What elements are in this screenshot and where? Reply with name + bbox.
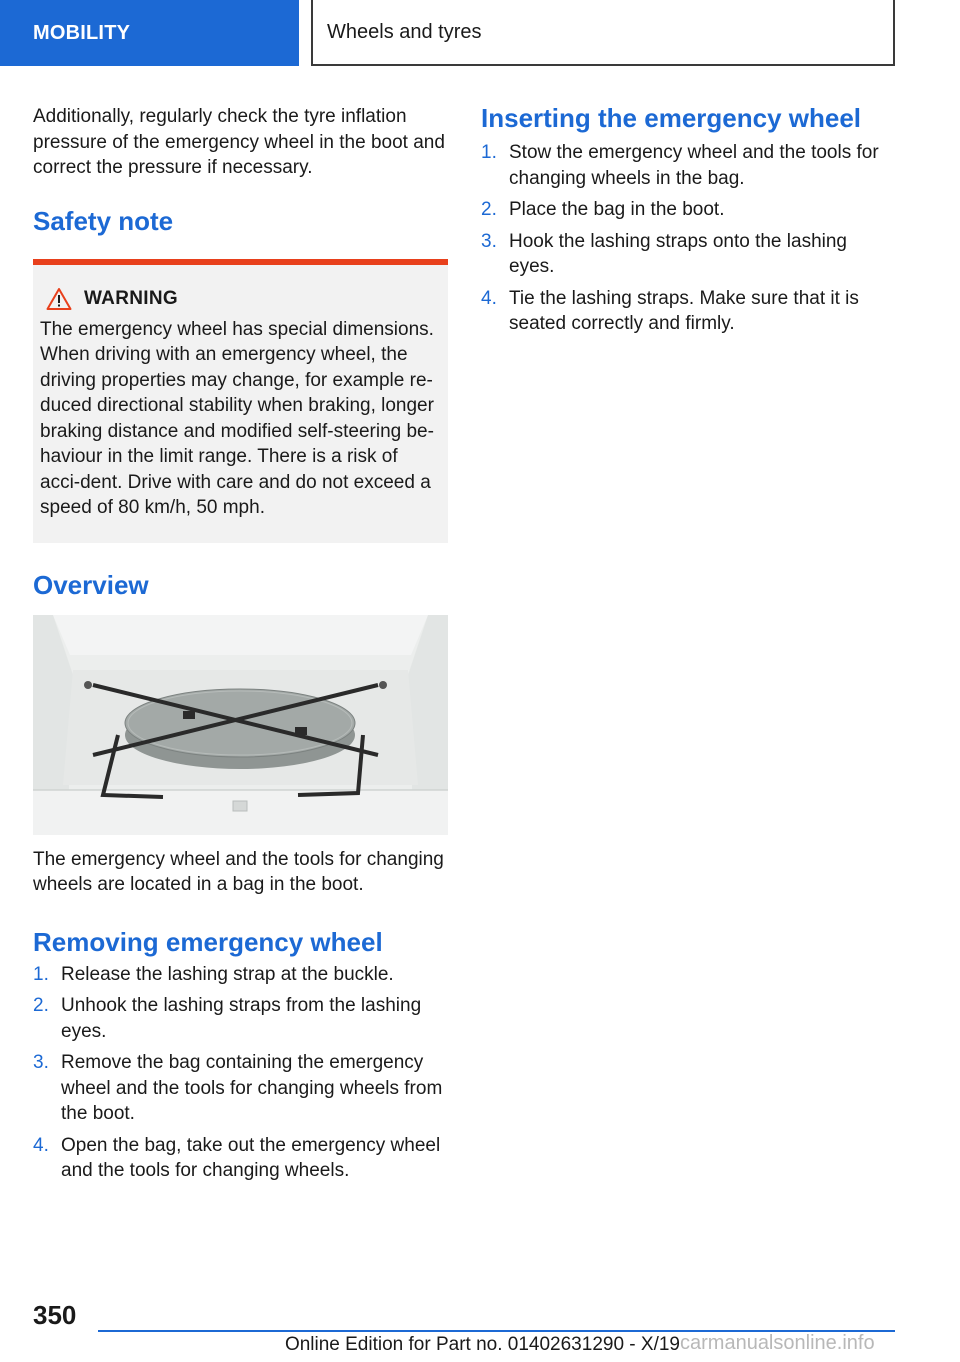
step-text: Stow the emergency wheel and the tools for changing wheels in the bag. [509, 142, 879, 189]
inserting-heading: Inserting the emergency wheel [481, 103, 862, 133]
step-number: 2. [33, 995, 49, 1016]
step-text: Tie the lashing straps. Make sure that it is seated correctly and firmly. [509, 287, 859, 334]
step-text: Open the bag, take out the emergency wheel and the tools for changing wheels. [61, 1134, 441, 1181]
list-item [481, 286, 896, 337]
list-item [481, 229, 896, 280]
list-item [33, 962, 448, 988]
left-column [33, 100, 448, 1190]
footer-edition-text: Online Edition for Part no. 01402631290 - X/19 [284, 1334, 680, 1355]
warning-text: The emergency wheel has special dimensions. When driving with an emergency wheel, the driving properties may change, for example re-duced directional stability when braking, longer braking distance and modified self-steering be-haviour in the limit range. There is a risk of acci-dent. Drive with care and do not exceed a speed of 80 km/h, 50 mph. [40, 318, 434, 518]
warning-label: WARNING [84, 287, 178, 309]
step-text: Hook the lashing straps onto the lashing eyes. [509, 230, 847, 277]
page-number: 350 [33, 1300, 77, 1330]
warning-box [33, 259, 448, 543]
page-header [0, 0, 960, 66]
inserting-steps-list [481, 140, 896, 337]
step-number: 4. [33, 1134, 49, 1156]
step-text: Place the bag in the boot. [509, 199, 725, 220]
overview-heading: Overview [33, 569, 149, 600]
step-text: Release the lashing strap at the buckle. [61, 963, 394, 985]
step-text: Unhook the lashing straps from the lashing eyes. [61, 995, 422, 1042]
removing-steps-list [33, 962, 448, 1184]
warning-triangle-icon [46, 287, 72, 311]
list-item [481, 197, 896, 223]
step-number: 3. [33, 1052, 49, 1073]
section-tab: MOBILITY [0, 0, 299, 66]
step-text: Remove the bag containing the emergency wheel and the tools for changing wheels from the boot. [61, 1052, 443, 1124]
step-number: 1. [481, 142, 497, 163]
list-item [33, 993, 448, 1044]
intro-paragraph: Additionally, regularly check the tyre inflation pressure of the emergency wheel in the boot and correct the pressure if necessary. [33, 106, 445, 178]
warning-header [40, 287, 440, 311]
watermark-text: carmanualsonline.info [680, 1332, 875, 1354]
step-number: 3. [481, 230, 497, 252]
step-number: 1. [33, 963, 49, 985]
right-column [481, 100, 896, 343]
topic-title: Wheels and tyres [311, 0, 895, 66]
removing-heading: Removing emergency wheel [33, 926, 383, 957]
safety-note-heading: Safety note [33, 205, 174, 236]
list-item [33, 1050, 448, 1127]
boot-emergency-wheel-illustration [33, 615, 448, 835]
list-item [481, 140, 896, 191]
list-item [33, 1133, 448, 1184]
step-number: 4. [481, 287, 497, 309]
step-number: 2. [481, 199, 497, 220]
overview-caption: The emergency wheel and the tools for changing wheels are located in a bag in the boot. [33, 848, 444, 895]
